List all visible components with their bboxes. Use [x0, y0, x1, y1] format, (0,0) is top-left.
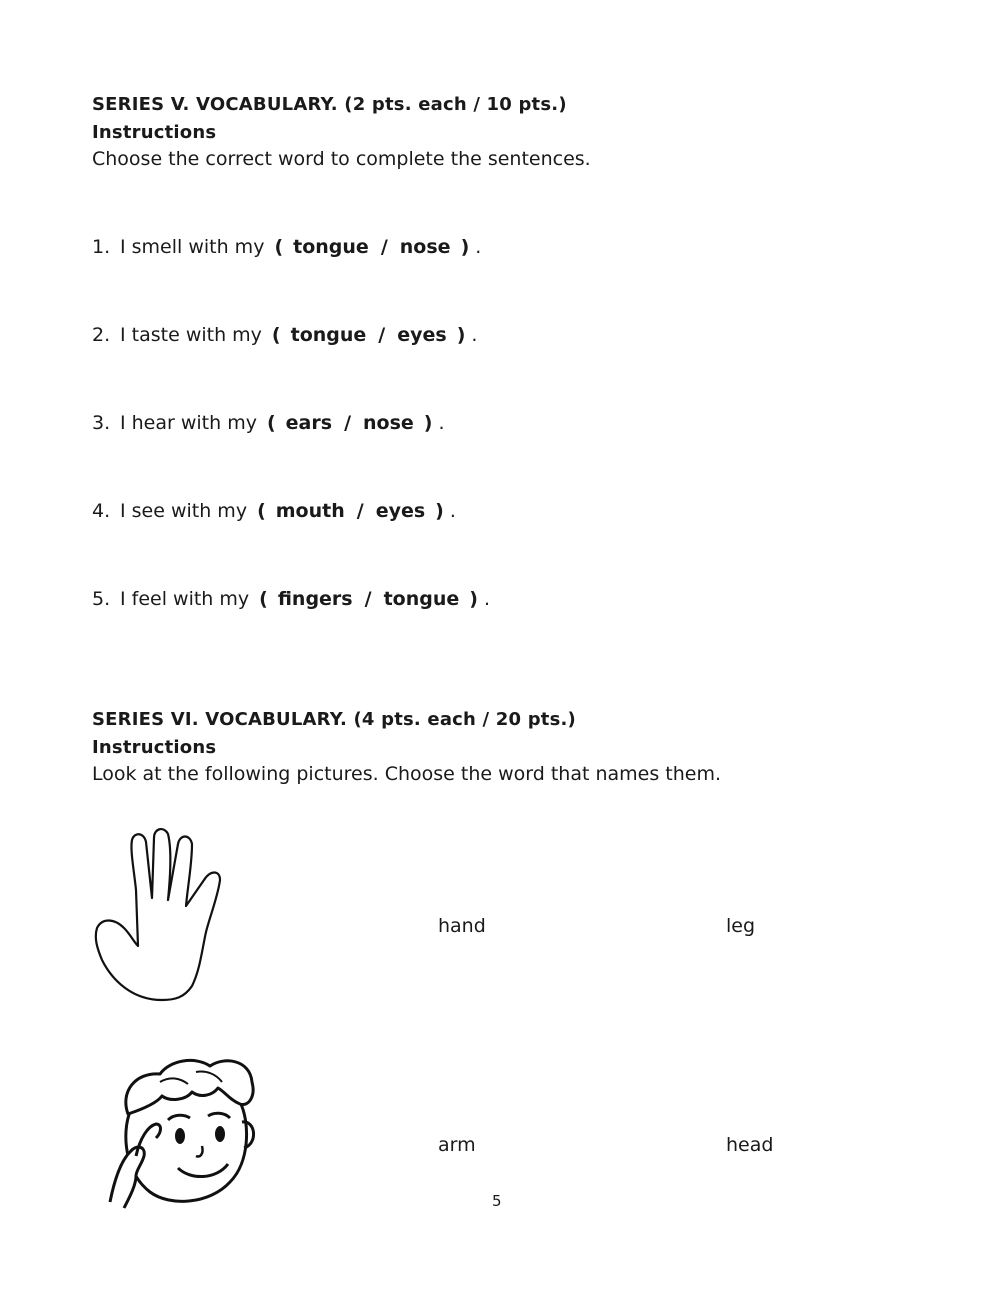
- question-text: I see with my: [120, 500, 248, 522]
- option-1[interactable]: tongue: [290, 324, 367, 346]
- question-number: 5.: [92, 588, 111, 610]
- question-number: 3.: [92, 412, 111, 434]
- option-2[interactable]: eyes: [375, 500, 426, 522]
- q2-option-b[interactable]: head: [726, 1134, 774, 1156]
- question-text: I smell with my: [120, 236, 265, 258]
- q1-option-a[interactable]: hand: [438, 915, 486, 937]
- option-2[interactable]: nose: [363, 412, 414, 434]
- series-5-instructions-label: Instructions: [92, 122, 217, 143]
- series-6-heading: SERIES VI. VOCABULARY. (4 pts. each / 20 pts.): [92, 709, 576, 730]
- question-number: 2.: [92, 324, 111, 346]
- option-2[interactable]: tongue: [383, 588, 460, 610]
- page-number: 5: [492, 1192, 502, 1210]
- q1-option-b[interactable]: leg: [726, 915, 756, 937]
- question-text: I hear with my: [120, 412, 257, 434]
- option-2[interactable]: nose: [399, 236, 451, 258]
- question-number: 1.: [92, 236, 111, 258]
- series-5-instructions-text: Choose the correct word to complete the sentences.: [92, 148, 591, 170]
- series-5-heading: SERIES V. VOCABULARY. (2 pts. each / 10 pts.): [92, 94, 567, 115]
- option-1[interactable]: fingers: [277, 588, 353, 610]
- question-1: 1. I smell with my ( tongue / nose ) .: [92, 236, 482, 258]
- q2-option-a[interactable]: arm: [438, 1134, 476, 1156]
- series-6-instructions-label: Instructions: [92, 737, 217, 758]
- question-text: I taste with my: [120, 324, 262, 346]
- option-2[interactable]: eyes: [397, 324, 447, 346]
- question-number: 4.: [92, 500, 111, 522]
- boy-head-drawing-icon: [100, 1052, 260, 1212]
- option-1[interactable]: ears: [285, 412, 333, 434]
- question-5: 5. I feel with my ( fingers / tongue ) .: [92, 588, 490, 610]
- hand-drawing-icon: [92, 820, 252, 1005]
- series-6-instructions-text: Look at the following pictures. Choose the word that names them.: [92, 763, 722, 785]
- question-2: 2. I taste with my ( tongue / eyes ) .: [92, 324, 478, 346]
- question-3: 3. I hear with my ( ears / nose ) .: [92, 412, 445, 434]
- question-4: 4. I see with my ( mouth / eyes ) .: [92, 500, 456, 522]
- option-1[interactable]: mouth: [275, 500, 345, 522]
- question-text: I feel with my: [120, 588, 250, 610]
- option-1[interactable]: tongue: [293, 236, 369, 258]
